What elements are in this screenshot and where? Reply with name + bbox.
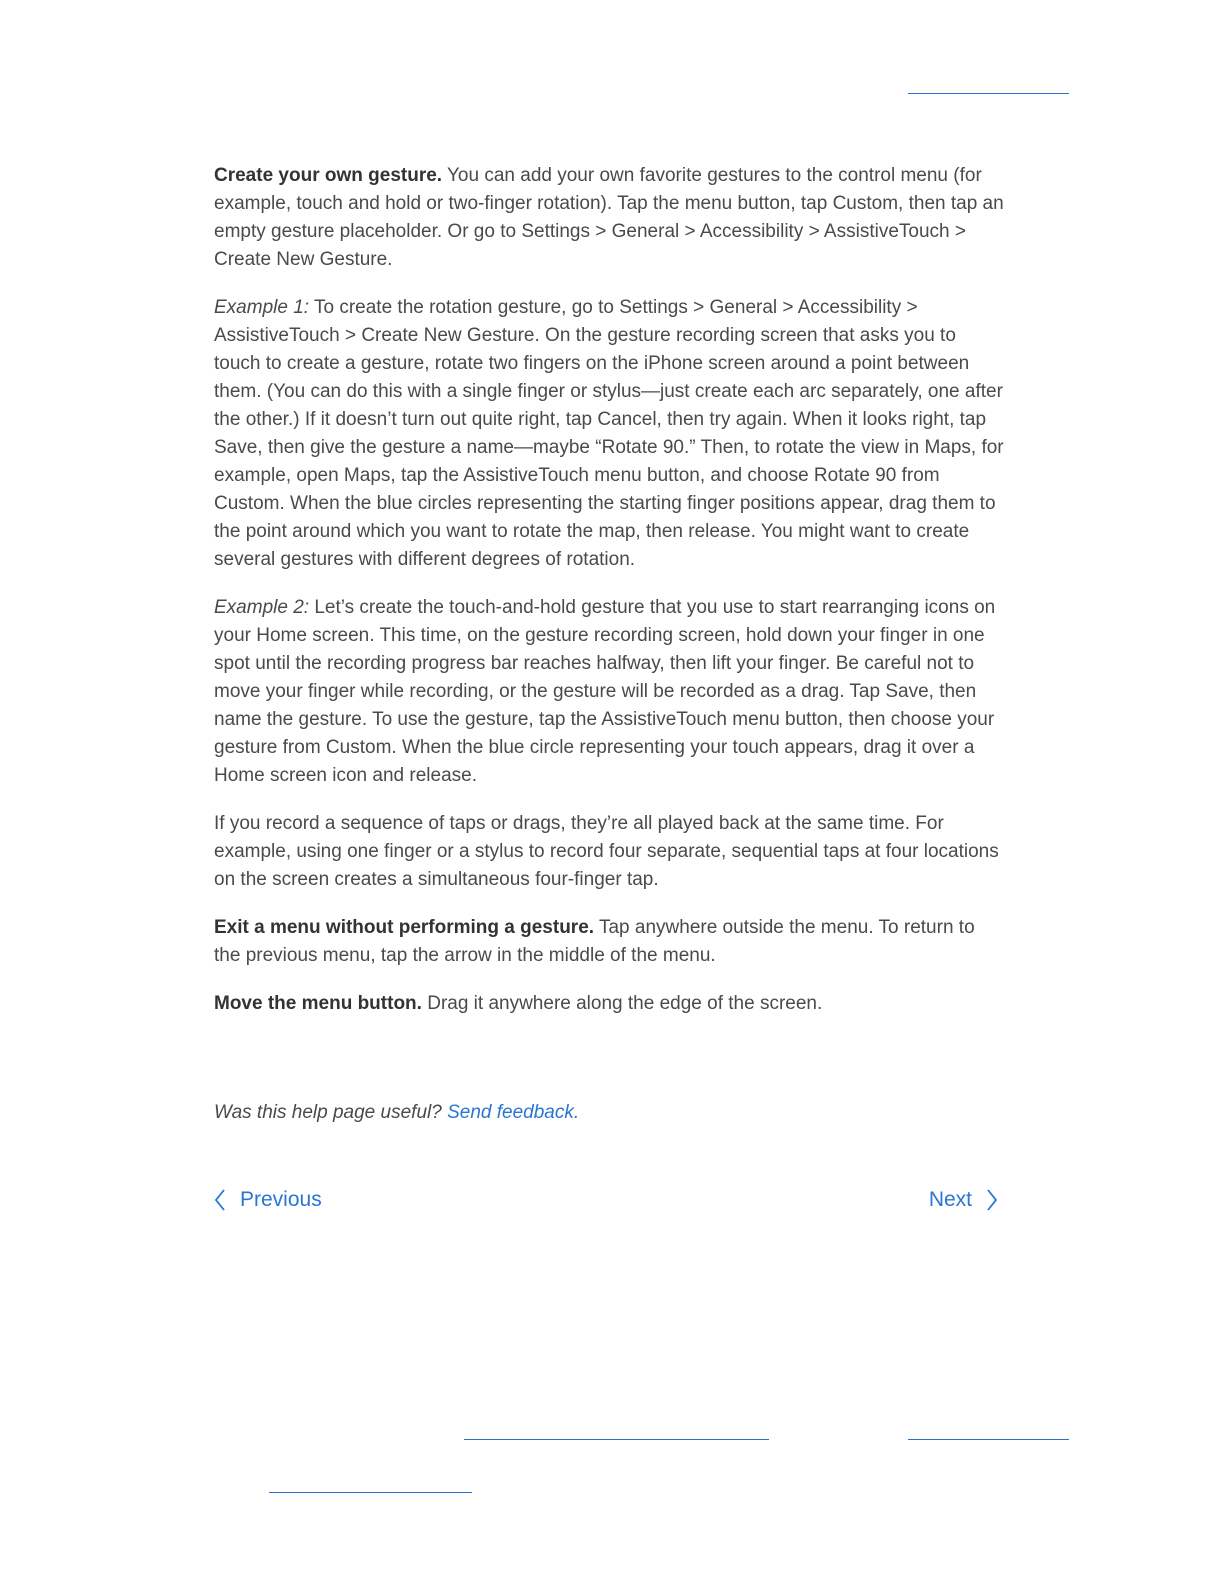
paragraph-text: You can add your own favorite gestures to the control menu (for example, touch and hold or two-finger rotation). Tap the menu button, tap Custom, then tap an empty gesture placeholder. Or go to Settings > General > Accessibility > AssistiveTouch > Create New Gesture. xyxy=(214,165,1004,270)
paragraph-sequence xyxy=(214,810,1004,894)
paragraph-lead: Exit a menu without performing a gesture. xyxy=(214,917,595,938)
paragraph-exit-menu xyxy=(214,914,1004,970)
send-feedback-link[interactable]: Send feedback. xyxy=(447,1102,580,1123)
chevron-left-icon xyxy=(214,1188,226,1212)
footer-link-underline-center xyxy=(464,1439,769,1440)
paragraph-text: Drag it anywhere along the edge of the screen. xyxy=(421,993,823,1014)
paragraph-text: To create the rotation gesture, go to Settings > General > Accessibility > AssistiveTouch > Create New Gesture. On the gesture recording screen that asks you to touch to create a gesture, rotate two fingers on the iPhone screen around a point between them. (You can do this with a single finger or stylus—just create each arc separately, one after the other.) If it doesn’t turn out quite right, tap Cancel, then try again. When it looks right, tap Save, then give the gesture a name—maybe “Rotate 90.” Then, to rotate the view in Maps, for example, open Maps, tap the AssistiveTouch menu button, and choose Rotate 90 from Custom. When the blue circles representing the starting finger positions appear, drag them to the point around which you want to rotate the map, then release. You might want to create several gestures with different degrees of rotation. xyxy=(214,297,1004,570)
paragraph-text: If you record a sequence of taps or drags, they’re all played back at the same time. For example, using one finger or a stylus to record four separate, sequential taps at four locations on the screen creates a simultaneous four-finger tap. xyxy=(214,813,999,890)
paragraph-lead: Example 2: xyxy=(214,597,310,618)
paragraph-create-gesture xyxy=(214,162,1004,274)
footer-link-underline-left xyxy=(269,1492,472,1493)
paragraph-example-1 xyxy=(214,294,1004,574)
paragraph-lead: Example 1: xyxy=(214,297,310,318)
next-label: Next xyxy=(928,1188,972,1211)
article-body xyxy=(214,162,1004,1038)
chevron-right-icon xyxy=(986,1188,998,1212)
previous-page-link[interactable] xyxy=(214,1185,322,1215)
feedback-prompt xyxy=(214,1099,579,1127)
previous-label: Previous xyxy=(240,1188,322,1211)
paragraph-text: Tap anywhere outside the menu. To return to the previous menu, tap the arrow in the middle of the menu. xyxy=(214,917,975,966)
footer-link-underline-right xyxy=(908,1439,1069,1440)
paragraph-move-button xyxy=(214,990,1004,1018)
paragraph-lead: Create your own gesture. xyxy=(214,165,443,186)
header-link-underline xyxy=(908,93,1069,94)
paragraph-example-2 xyxy=(214,594,1004,790)
feedback-question: Was this help page useful? xyxy=(214,1102,442,1123)
paragraph-lead: Move the menu button. xyxy=(214,993,422,1014)
next-page-link[interactable] xyxy=(929,1185,998,1215)
paragraph-text: Let’s create the touch-and-hold gesture that you use to start rearranging icons on your Home screen. This time, on the gesture recording screen, hold down your finger in one spot until the recording progress bar reaches halfway, then lift your finger. Be careful not to move your finger while recording, or the gesture will be recorded as a drag. Tap Save, then name the gesture. To use the gesture, tap the AssistiveTouch menu button, then choose your gesture from Custom. When the blue circle representing your touch appears, drag it over a Home screen icon and release. xyxy=(214,597,996,786)
